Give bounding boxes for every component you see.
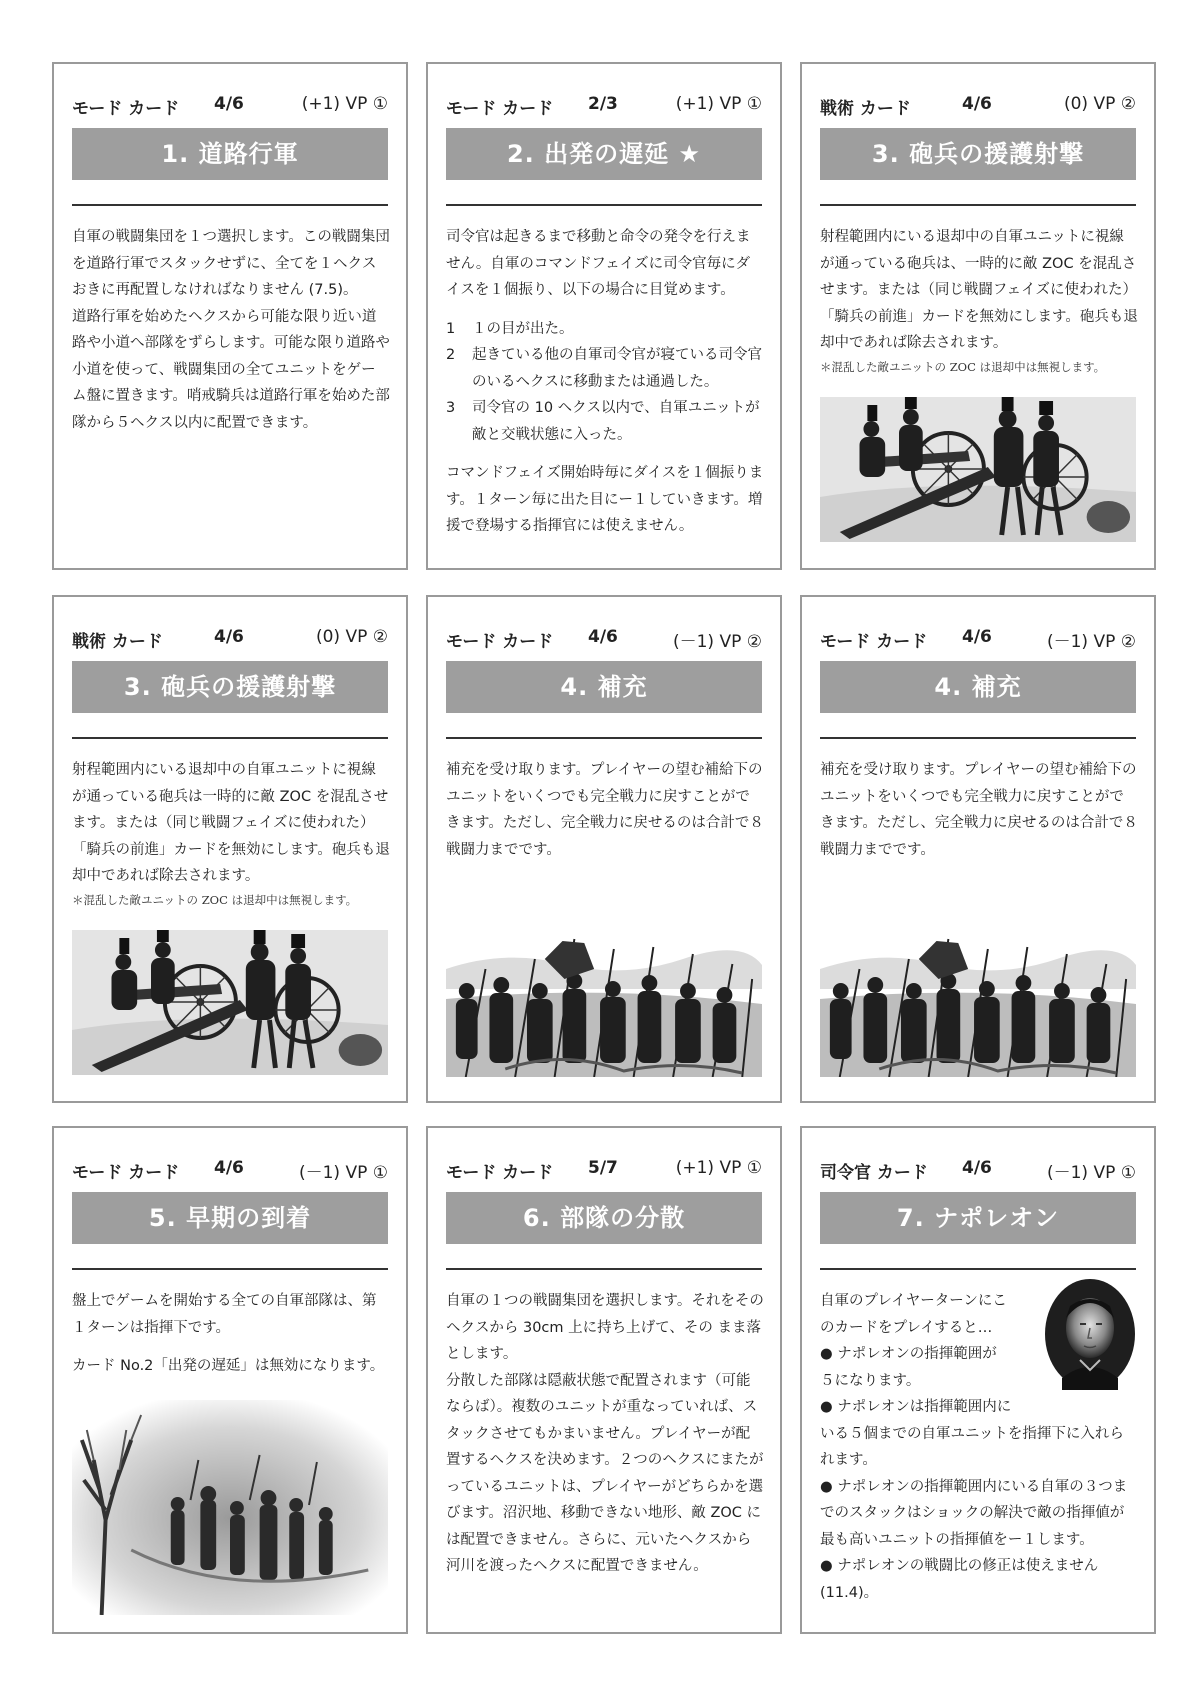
card-note: ＊混乱した敵ユニットの ZOC は退却中は無視します。: [820, 359, 1106, 374]
card-header: [446, 1158, 762, 1182]
card-type: 戦術 カード: [72, 632, 163, 652]
card-paragraph: 自軍の１つの戦闘集団を選択します。それをそのヘクスから 30cm 上に持ち上げて、その まま落とします。: [446, 1293, 764, 1362]
artillery-illustration: [820, 397, 1136, 542]
card-paragraph: カード No.2「出発の遅延」は無効になります。: [72, 1358, 385, 1374]
card-vp: (0) VP ②: [315, 627, 388, 647]
card-paragraph: 道路行軍を始めたヘクスから可能な限り近い道路や小道へ部隊をずらします。可能な限り道路や小道を使って、戦闘集団の全てユニットをゲーム盤に置きます。哨戒騎兵は道路行軍を始めた部隊から５ヘクス以内に配置できます。: [72, 308, 390, 431]
card-body: [820, 757, 1138, 863]
card-paragraph: 補充を受け取ります。プレイヤーの望む補給下のユニットをいくつでも完全戦力に戻すことができます。ただし、完全戦力に戻せるのは合計で８戦闘力までです。: [446, 762, 764, 858]
card-napoleon: [800, 1126, 1156, 1634]
card-body: [72, 757, 390, 910]
march-illustration: [72, 1400, 388, 1615]
card-count: 4/6: [214, 1158, 244, 1178]
card-count: 4/6: [588, 627, 618, 647]
card-line: 自軍のプレイヤーターンにこ: [820, 1293, 1007, 1309]
card-title: 4. 補充: [446, 661, 762, 713]
divider: [446, 1268, 762, 1270]
divider: [446, 737, 762, 739]
battle-illustration: [446, 929, 762, 1077]
card-paragraph: 盤上でゲームを開始する全ての自軍部隊は、第１ターンは指揮下です。: [72, 1293, 377, 1336]
divider: [72, 1268, 388, 1270]
card-header: [446, 627, 762, 651]
card-header: [820, 94, 1136, 118]
card-road-march: [52, 62, 408, 570]
card-header: [72, 1158, 388, 1182]
card-vp: (0) VP ②: [1063, 94, 1136, 114]
card-departure-delay: [426, 62, 782, 570]
card-header: [72, 94, 388, 118]
card-type: モード カード: [446, 99, 554, 119]
card-note: ＊混乱した敵ユニットの ZOC は退却中は無視します。: [72, 892, 358, 907]
card-title: 2. 出発の遅延 ★: [446, 128, 762, 180]
card-header: [820, 1158, 1136, 1182]
card-line: ● ナポレオンの指揮範囲が: [820, 1346, 997, 1362]
card-line: ５になります。: [820, 1372, 921, 1389]
card-title: 3. 砲兵の援護射撃: [820, 128, 1136, 180]
card-type: モード カード: [72, 1163, 180, 1183]
card-intro: 司令官は起きるまで移動と命令の発令を行えません。自軍のコマンドフェイズに司令官毎にダイスを１個振り、以下の場合に目覚めます。: [446, 229, 751, 298]
card-count: 4/6: [962, 1158, 992, 1178]
card-body: [446, 757, 764, 863]
card-paragraph: 自軍の戦闘集団を１つ選択します。この戦闘集団を道路行軍でスタックせずに、全てを１ヘクスおきに再配置しなければなりません (7.5)。: [72, 229, 390, 298]
card-header: [72, 627, 388, 651]
card-unit-dispersal: [426, 1126, 782, 1634]
card-paragraph: ● ナポレオンの指揮範囲内にいる自軍の３つまでのスタックはショックの解決で敵の指揮値が最も高いユニットの指揮値をー１します。: [820, 1478, 1128, 1548]
card-title: 5. 早期の到着: [72, 1192, 388, 1244]
card-count: 2/3: [588, 94, 618, 114]
card-type: 戦術 カード: [820, 99, 911, 119]
card-count: 4/6: [962, 627, 992, 647]
card-type: モード カード: [446, 1163, 554, 1183]
card-replacements-2: [800, 595, 1156, 1103]
card-header: [820, 627, 1136, 651]
card-replacements: [426, 595, 782, 1103]
card-artillery-support: [800, 62, 1156, 570]
list-item: 1 １の目が出た。: [446, 320, 574, 337]
divider: [72, 204, 388, 206]
card-vp: (－1) VP ①: [298, 1163, 388, 1183]
divider: [72, 737, 388, 739]
card-count: 4/6: [214, 627, 244, 647]
divider: [446, 204, 762, 206]
card-title: 4. 補充: [820, 661, 1136, 713]
card-type: モード カード: [72, 99, 180, 119]
card-body: [72, 1288, 390, 1380]
card-paragraph: いる５個までの自軍ユニットを指揮下に入れられます。: [820, 1425, 1124, 1468]
card-line: ● ナポレオンは指揮範囲内に: [820, 1399, 1012, 1415]
card-type: 司令官 カード: [820, 1163, 928, 1183]
card-title: 7. ナポレオン: [820, 1192, 1136, 1244]
card-title: 6. 部隊の分散: [446, 1192, 762, 1244]
card-paragraph: 補充を受け取ります。プレイヤーの望む補給下のユニットをいくつでも完全戦力に戻すことができます。ただし、完全戦力に戻せるのは合計で８戦闘力までです。: [820, 762, 1138, 858]
card-paragraph: ● ナポレオンの戦闘比の修正は使えません (11.4)。: [820, 1558, 1099, 1601]
list-item: 3 司令官の 10 ヘクス以内で、自軍ユニットが敵と交戦状態に入った。: [446, 400, 760, 443]
card-count: 5/7: [588, 1158, 618, 1178]
card-line: のカードをプレイすると…: [820, 1319, 993, 1336]
card-artillery-support-2: [52, 595, 408, 1103]
card-paragraph: 射程範囲内にいる退却中の自軍ユニットに視線が通っている砲兵は、一時的に敵 ZOC を混乱させます。または（同じ戦闘フェイズに使われた）「騎兵の前進」カードを無効にします。砲兵も退却中であれば除去されます。: [820, 229, 1138, 351]
card-vp: (+1) VP ①: [675, 94, 762, 114]
card-body: [446, 1288, 764, 1580]
card-early-arrival: [52, 1126, 408, 1634]
card-body: [72, 224, 390, 436]
card-title: 3. 砲兵の援護射撃: [72, 661, 388, 713]
card-body: [820, 224, 1138, 377]
card-vp: (+1) VP ①: [301, 94, 388, 114]
divider: [820, 1268, 1136, 1270]
card-count: 4/6: [214, 94, 244, 114]
card-count: 4/6: [962, 94, 992, 114]
divider: [820, 737, 1136, 739]
card-vp: (－1) VP ②: [672, 632, 762, 652]
battle-illustration: [820, 929, 1136, 1077]
card-type: モード カード: [446, 632, 554, 652]
list-item: 2 起きている他の自軍司令官が寝ている司令官のいるヘクスに移動または通過した。: [446, 347, 762, 390]
card-paragraph: 分散した部隊は隠蔽状態で配置されます（可能ならば）。複数のユニットが重なっていれば、スタックさせてもかまいません。プレイヤーが配置するヘクスを決めます。２つのヘクスにまたがっているユニットは、プレイヤーがどちらかを選びます。沼沢地、移動できない地形、敵 ZOC には配置できません。さらに、元いたヘクスから河川を渡ったヘクスに配置できません。: [446, 1372, 764, 1574]
card-outro: コマンドフェイズ開始時毎にダイスを１個振ります。１ターン毎に出た目にー１していきます。増援で登場する指揮官には使えません。: [446, 465, 764, 534]
card-title: 1. 道路行軍: [72, 128, 388, 180]
card-type: モード カード: [820, 632, 928, 652]
card-paragraph: 射程範囲内にいる退却中の自軍ユニットに視線が通っている砲兵は一時的に敵 ZOC を混乱させます。または（同じ戦闘フェイズに使われた）「騎兵の前進」カードを無効にします。砲兵も退却中であれば除去されます。: [72, 762, 390, 884]
divider: [820, 204, 1136, 206]
card-body: [446, 224, 764, 540]
card-vp: (+1) VP ①: [675, 1158, 762, 1178]
card-vp: (－1) VP ②: [1046, 632, 1136, 652]
card-header: [446, 94, 762, 118]
card-vp: (－1) VP ①: [1046, 1163, 1136, 1183]
artillery-illustration: [72, 930, 388, 1075]
card-body: [820, 1288, 1138, 1606]
